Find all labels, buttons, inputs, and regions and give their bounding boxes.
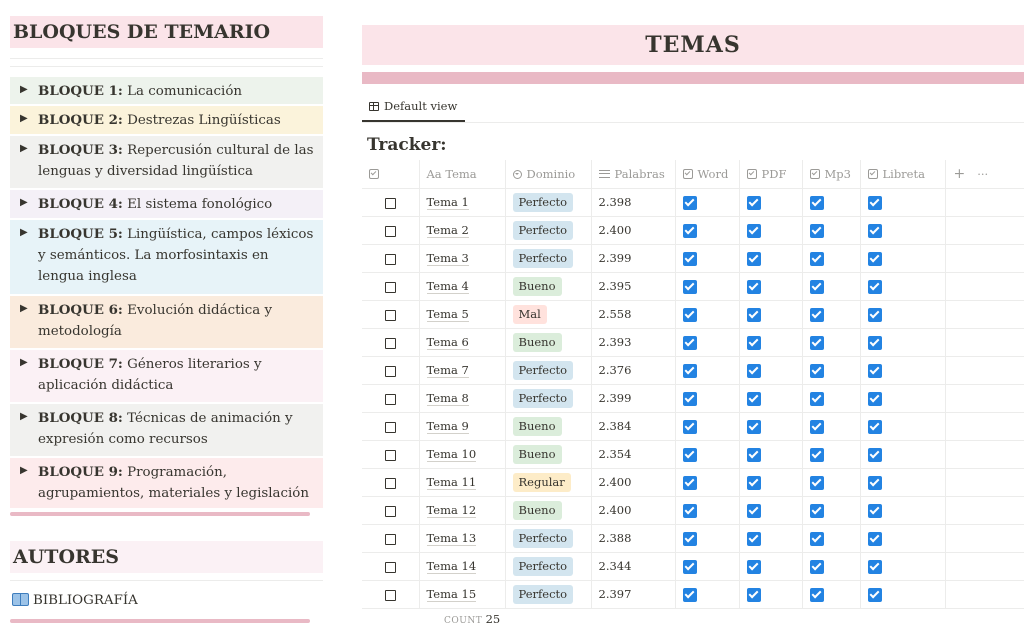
- triangle-right-icon: ▶: [20, 465, 28, 476]
- row-checkbox[interactable]: [385, 226, 396, 237]
- bloques-heading: BLOQUES DE TEMARIO: [10, 16, 323, 48]
- bloque-toggle[interactable]: [10, 190, 323, 218]
- triangle-right-icon: ▶: [20, 357, 28, 368]
- libreta-checkbox[interactable]: [868, 196, 882, 210]
- mp3-checkbox[interactable]: [810, 308, 824, 322]
- mp3-checkbox[interactable]: [810, 280, 824, 294]
- table-row[interactable]: [362, 496, 1024, 524]
- table-row[interactable]: [362, 244, 1024, 272]
- word-checkbox[interactable]: [683, 224, 697, 238]
- palabras-value: 2.354: [598, 447, 632, 461]
- bloque-title: El sistema fonológico: [122, 197, 273, 212]
- dominio-tag: Bueno: [513, 501, 562, 520]
- divider: [362, 122, 1024, 123]
- bloque-number: BLOQUE 4:: [38, 196, 123, 212]
- triangle-right-icon: ▶: [20, 197, 28, 208]
- bloque-number: BLOQUE 5:: [38, 226, 123, 242]
- header-palabras[interactable]: Palabras: [591, 160, 675, 188]
- table-row[interactable]: [362, 440, 1024, 468]
- table-row[interactable]: [362, 300, 1024, 328]
- mp3-checkbox[interactable]: [810, 532, 824, 546]
- word-checkbox[interactable]: [683, 280, 697, 294]
- mp3-checkbox[interactable]: [810, 252, 824, 266]
- row-checkbox[interactable]: [385, 422, 396, 433]
- add-column-button[interactable]: +: [953, 165, 966, 182]
- dominio-tag: Perfecto: [513, 361, 574, 380]
- dominio-tag: Perfecto: [513, 249, 574, 268]
- palabras-value: 2.397: [598, 587, 632, 601]
- tema-link[interactable]: Tema 15: [426, 587, 477, 601]
- libreta-checkbox[interactable]: [868, 364, 882, 378]
- dominio-tag: Perfecto: [513, 585, 574, 604]
- sidebar: [0, 0, 330, 624]
- word-checkbox[interactable]: [683, 560, 697, 574]
- bloque-number: BLOQUE 3:: [38, 142, 123, 158]
- checkbox-icon: [683, 169, 693, 179]
- mp3-checkbox[interactable]: [810, 588, 824, 602]
- pdf-checkbox[interactable]: [747, 448, 761, 462]
- tema-link[interactable]: Tema 2: [426, 223, 469, 237]
- bloque-toggle[interactable]: [10, 404, 323, 456]
- table-header: [362, 160, 1024, 188]
- checkbox-icon: [369, 169, 379, 179]
- accent-bar: [362, 72, 1024, 84]
- count-footer: COUNT 25: [444, 612, 501, 626]
- main-content: [362, 0, 1024, 624]
- pdf-checkbox[interactable]: [747, 560, 761, 574]
- bloque-toggle[interactable]: [10, 136, 323, 188]
- triangle-right-icon: ▶: [20, 411, 28, 422]
- tema-link[interactable]: Tema 10: [426, 447, 477, 461]
- libreta-checkbox[interactable]: [868, 224, 882, 238]
- pdf-checkbox[interactable]: [747, 588, 761, 602]
- tema-link[interactable]: Tema 4: [426, 279, 469, 293]
- header-actions: [945, 160, 1024, 188]
- libreta-checkbox[interactable]: [868, 280, 882, 294]
- bloque-title: Evolución didáctica y metodología: [38, 303, 273, 339]
- mp3-checkbox[interactable]: [810, 392, 824, 406]
- header-pdf[interactable]: PDF: [739, 160, 802, 188]
- pdf-checkbox[interactable]: [747, 504, 761, 518]
- bloque-toggle[interactable]: [10, 106, 323, 134]
- palabras-value: 2.400: [598, 223, 632, 237]
- tema-link[interactable]: Tema 8: [426, 391, 469, 405]
- table-row[interactable]: [362, 216, 1024, 244]
- libreta-checkbox[interactable]: [868, 420, 882, 434]
- word-checkbox[interactable]: [683, 532, 697, 546]
- pdf-checkbox[interactable]: [747, 364, 761, 378]
- mp3-checkbox[interactable]: [810, 224, 824, 238]
- row-checkbox[interactable]: [385, 338, 396, 349]
- mp3-checkbox[interactable]: [810, 336, 824, 350]
- mp3-checkbox[interactable]: [810, 476, 824, 490]
- more-options-button[interactable]: ···: [977, 166, 989, 181]
- triangle-right-icon: ▶: [20, 84, 28, 95]
- tema-link[interactable]: Tema 7: [426, 363, 469, 377]
- bibliografia-link[interactable]: [12, 590, 138, 612]
- mp3-checkbox[interactable]: [810, 420, 824, 434]
- bloque-title: Lingüística, campos léxicos y semánticos. La morfosintaxis en lengua inglesa: [38, 227, 314, 284]
- pdf-checkbox[interactable]: [747, 420, 761, 434]
- libreta-checkbox[interactable]: [868, 476, 882, 490]
- dominio-tag: Bueno: [513, 333, 562, 352]
- triangle-right-icon: ▶: [20, 227, 28, 238]
- page-title: TEMAS: [362, 25, 1024, 65]
- bloque-toggle[interactable]: [10, 296, 323, 348]
- table-row[interactable]: [362, 356, 1024, 384]
- dominio-tag: Perfecto: [513, 529, 574, 548]
- bloque-title: Repercusión cultural de las lenguas y diversidad lingüística: [38, 143, 314, 179]
- row-checkbox[interactable]: [385, 478, 396, 489]
- mp3-checkbox[interactable]: [810, 560, 824, 574]
- table-row[interactable]: [362, 412, 1024, 440]
- mp3-checkbox[interactable]: [810, 448, 824, 462]
- row-checkbox[interactable]: [385, 534, 396, 545]
- bloque-title: La comunicación: [122, 84, 243, 99]
- palabras-value: 2.388: [598, 531, 632, 545]
- pdf-checkbox[interactable]: [747, 476, 761, 490]
- row-checkbox[interactable]: [385, 450, 396, 461]
- autores-heading: AUTORES: [10, 541, 323, 573]
- libreta-checkbox[interactable]: [868, 252, 882, 266]
- palabras-value: 2.393: [598, 335, 632, 349]
- libreta-checkbox[interactable]: [868, 532, 882, 546]
- word-checkbox[interactable]: [683, 252, 697, 266]
- libreta-checkbox[interactable]: [868, 336, 882, 350]
- palabras-value: 2.399: [598, 391, 632, 405]
- table-row[interactable]: [362, 552, 1024, 580]
- row-checkbox[interactable]: [385, 506, 396, 517]
- bibliografia-label: BIBLIOGRAFÍA: [33, 593, 138, 608]
- palabras-value: 2.400: [598, 475, 632, 489]
- row-checkbox[interactable]: [385, 282, 396, 293]
- checkbox-icon: [747, 169, 757, 179]
- palabras-value: 2.399: [598, 251, 632, 265]
- tracker-title: Tracker:: [367, 135, 447, 155]
- pdf-checkbox[interactable]: [747, 392, 761, 406]
- text-icon: [599, 170, 610, 178]
- header-libreta[interactable]: Libreta: [860, 160, 945, 188]
- palabras-value: 2.384: [598, 419, 632, 433]
- tracker-table: [362, 160, 1024, 609]
- pdf-checkbox[interactable]: [747, 196, 761, 210]
- bloque-number: BLOQUE 1:: [38, 83, 123, 99]
- libreta-checkbox[interactable]: [868, 448, 882, 462]
- tab-default-view[interactable]: [362, 95, 465, 122]
- bloque-toggle[interactable]: [10, 220, 323, 294]
- libreta-checkbox[interactable]: [868, 504, 882, 518]
- word-checkbox[interactable]: [683, 308, 697, 322]
- table-row[interactable]: [362, 328, 1024, 356]
- pdf-checkbox[interactable]: [747, 252, 761, 266]
- triangle-right-icon: ▶: [20, 113, 28, 124]
- bloque-number: BLOQUE 2:: [38, 112, 123, 128]
- word-checkbox[interactable]: [683, 392, 697, 406]
- row-checkbox[interactable]: [385, 310, 396, 321]
- checkbox-icon: [810, 169, 820, 179]
- dominio-tag: Bueno: [513, 445, 562, 464]
- table-row[interactable]: [362, 188, 1024, 216]
- tema-link[interactable]: Tema 9: [426, 419, 469, 433]
- row-checkbox[interactable]: [385, 254, 396, 265]
- palabras-value: 2.376: [598, 363, 632, 377]
- word-checkbox[interactable]: [683, 588, 697, 602]
- divider: [10, 66, 323, 67]
- pdf-checkbox[interactable]: [747, 280, 761, 294]
- table-icon: [369, 102, 379, 111]
- libreta-checkbox[interactable]: [868, 588, 882, 602]
- word-checkbox[interactable]: [683, 448, 697, 462]
- dominio-tag: Bueno: [513, 417, 562, 436]
- header-word[interactable]: Word: [675, 160, 739, 188]
- dominio-tag: Regular: [513, 473, 571, 492]
- mp3-checkbox[interactable]: [810, 504, 824, 518]
- word-checkbox[interactable]: [683, 336, 697, 350]
- bloque-title: Géneros literarios y aplicación didáctica: [38, 357, 262, 393]
- dominio-tag: Perfecto: [513, 193, 574, 212]
- tema-link[interactable]: Tema 5: [426, 307, 469, 321]
- row-checkbox[interactable]: [385, 366, 396, 377]
- dominio-tag: Bueno: [513, 277, 562, 296]
- tema-link[interactable]: Tema 1: [426, 195, 469, 209]
- header-select[interactable]: [362, 160, 419, 188]
- mp3-checkbox[interactable]: [810, 196, 824, 210]
- tema-link[interactable]: Tema 13: [426, 531, 477, 545]
- header-mp3[interactable]: Mp3: [802, 160, 860, 188]
- checkbox-icon: [868, 169, 878, 179]
- tema-link[interactable]: Tema 3: [426, 251, 469, 265]
- table-row[interactable]: [362, 580, 1024, 608]
- word-checkbox[interactable]: [683, 420, 697, 434]
- table-row[interactable]: [362, 384, 1024, 412]
- libreta-checkbox[interactable]: [868, 308, 882, 322]
- libreta-checkbox[interactable]: [868, 392, 882, 406]
- book-icon: [12, 593, 29, 605]
- palabras-value: 2.395: [598, 279, 632, 293]
- libreta-checkbox[interactable]: [868, 560, 882, 574]
- row-checkbox[interactable]: [385, 394, 396, 405]
- accent-bar: [10, 512, 310, 516]
- word-checkbox[interactable]: [683, 476, 697, 490]
- row-checkbox[interactable]: [385, 590, 396, 601]
- table-row[interactable]: [362, 524, 1024, 552]
- pdf-checkbox[interactable]: [747, 336, 761, 350]
- triangle-right-icon: ▶: [20, 303, 28, 314]
- bloque-toggle[interactable]: [10, 77, 323, 104]
- word-checkbox[interactable]: [683, 196, 697, 210]
- divider: [10, 58, 323, 59]
- triangle-right-icon: ▶: [20, 143, 28, 154]
- mp3-checkbox[interactable]: [810, 364, 824, 378]
- accent-bar: [10, 619, 310, 623]
- tema-link[interactable]: Tema 6: [426, 335, 469, 349]
- dominio-tag: Perfecto: [513, 557, 574, 576]
- bloque-title: Técnicas de animación y expresión como recursos: [38, 411, 293, 447]
- select-icon: [513, 170, 522, 179]
- row-checkbox[interactable]: [385, 198, 396, 209]
- palabras-value: 2.558: [598, 307, 632, 321]
- tab-label: Default view: [384, 99, 458, 113]
- pdf-checkbox[interactable]: [747, 532, 761, 546]
- bloque-number: BLOQUE 6:: [38, 302, 123, 318]
- dominio-tag: Mal: [513, 305, 547, 324]
- row-checkbox[interactable]: [385, 562, 396, 573]
- pdf-checkbox[interactable]: [747, 224, 761, 238]
- palabras-value: 2.400: [598, 503, 632, 517]
- bloque-number: BLOQUE 8:: [38, 410, 123, 426]
- divider: [10, 580, 323, 581]
- bloque-number: BLOQUE 9:: [38, 464, 123, 480]
- dominio-tag: Perfecto: [513, 221, 574, 240]
- palabras-value: 2.398: [598, 195, 632, 209]
- word-checkbox[interactable]: [683, 504, 697, 518]
- tema-link[interactable]: Tema 12: [426, 503, 477, 517]
- tema-link[interactable]: Tema 11: [426, 475, 477, 489]
- tema-link[interactable]: Tema 14: [426, 559, 477, 573]
- palabras-value: 2.344: [598, 559, 632, 573]
- count-value: 25: [485, 612, 501, 626]
- bloque-number: BLOQUE 7:: [38, 356, 123, 372]
- bloque-toggle[interactable]: [10, 458, 323, 508]
- bloque-title: Destrezas Lingüísticas: [122, 113, 281, 128]
- header-tema[interactable]: Aa Tema: [419, 160, 505, 188]
- pdf-checkbox[interactable]: [747, 308, 761, 322]
- word-checkbox[interactable]: [683, 364, 697, 378]
- table-row[interactable]: [362, 272, 1024, 300]
- header-dominio[interactable]: Dominio: [505, 160, 591, 188]
- bloque-title: Programación, agrupamientos, materiales y legislación: [38, 465, 309, 501]
- dominio-tag: Perfecto: [513, 389, 574, 408]
- bloque-toggle[interactable]: [10, 350, 323, 402]
- table-row[interactable]: [362, 468, 1024, 496]
